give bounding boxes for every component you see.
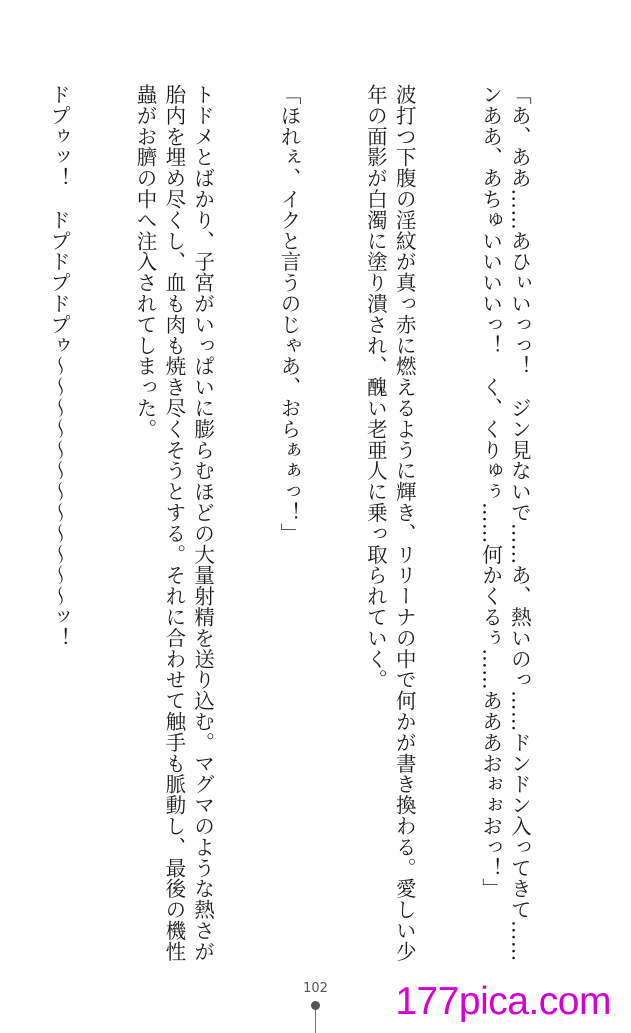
site-watermark: 177pica.com	[395, 980, 611, 1023]
paragraph-5: ドプゥッ！ ドプドプドプゥ〜〜〜〜〜〜〜〜〜〜〜〜ッ！	[46, 84, 71, 649]
paragraph-2: 波打つ下腹の淫紋が真っ赤に燃えるように輝き、リリーナの中で何かが書き換わる。愛しい少年の面影が白濁に塗り潰され、醜い老亜人に乗っ取られていく。	[363, 84, 417, 962]
paragraph-4: トドメとばかり、子宮がいっぱいに膨らむほどの大量射精を送り込む。マグマのような熱さが胎内を埋め尽くし、血も肉も焼き尽くそうとする。それに合わせて触手も脈動し、最後の機性蟲がお臍の中へ注入されてしまった。	[133, 84, 215, 962]
page-number: 102	[303, 981, 328, 996]
paragraph-1: 「あ、ああ……あひぃいっっ！ ジン見ないで……あ、熱いのっ……ドンドン入ってきて……ンああ、あちゅいいいいっ！ く、くりゅぅ……何かくるぅ……あああおぉぉおっ！」	[478, 84, 532, 962]
paragraph-3: 「ほれぇ、イクと言うのじゃあ、おらぁぁっ！」	[277, 84, 302, 544]
page-marker-line	[315, 1010, 316, 1033]
vertical-text-block	[0, 84, 591, 964]
page-marker-dot	[311, 1001, 320, 1010]
